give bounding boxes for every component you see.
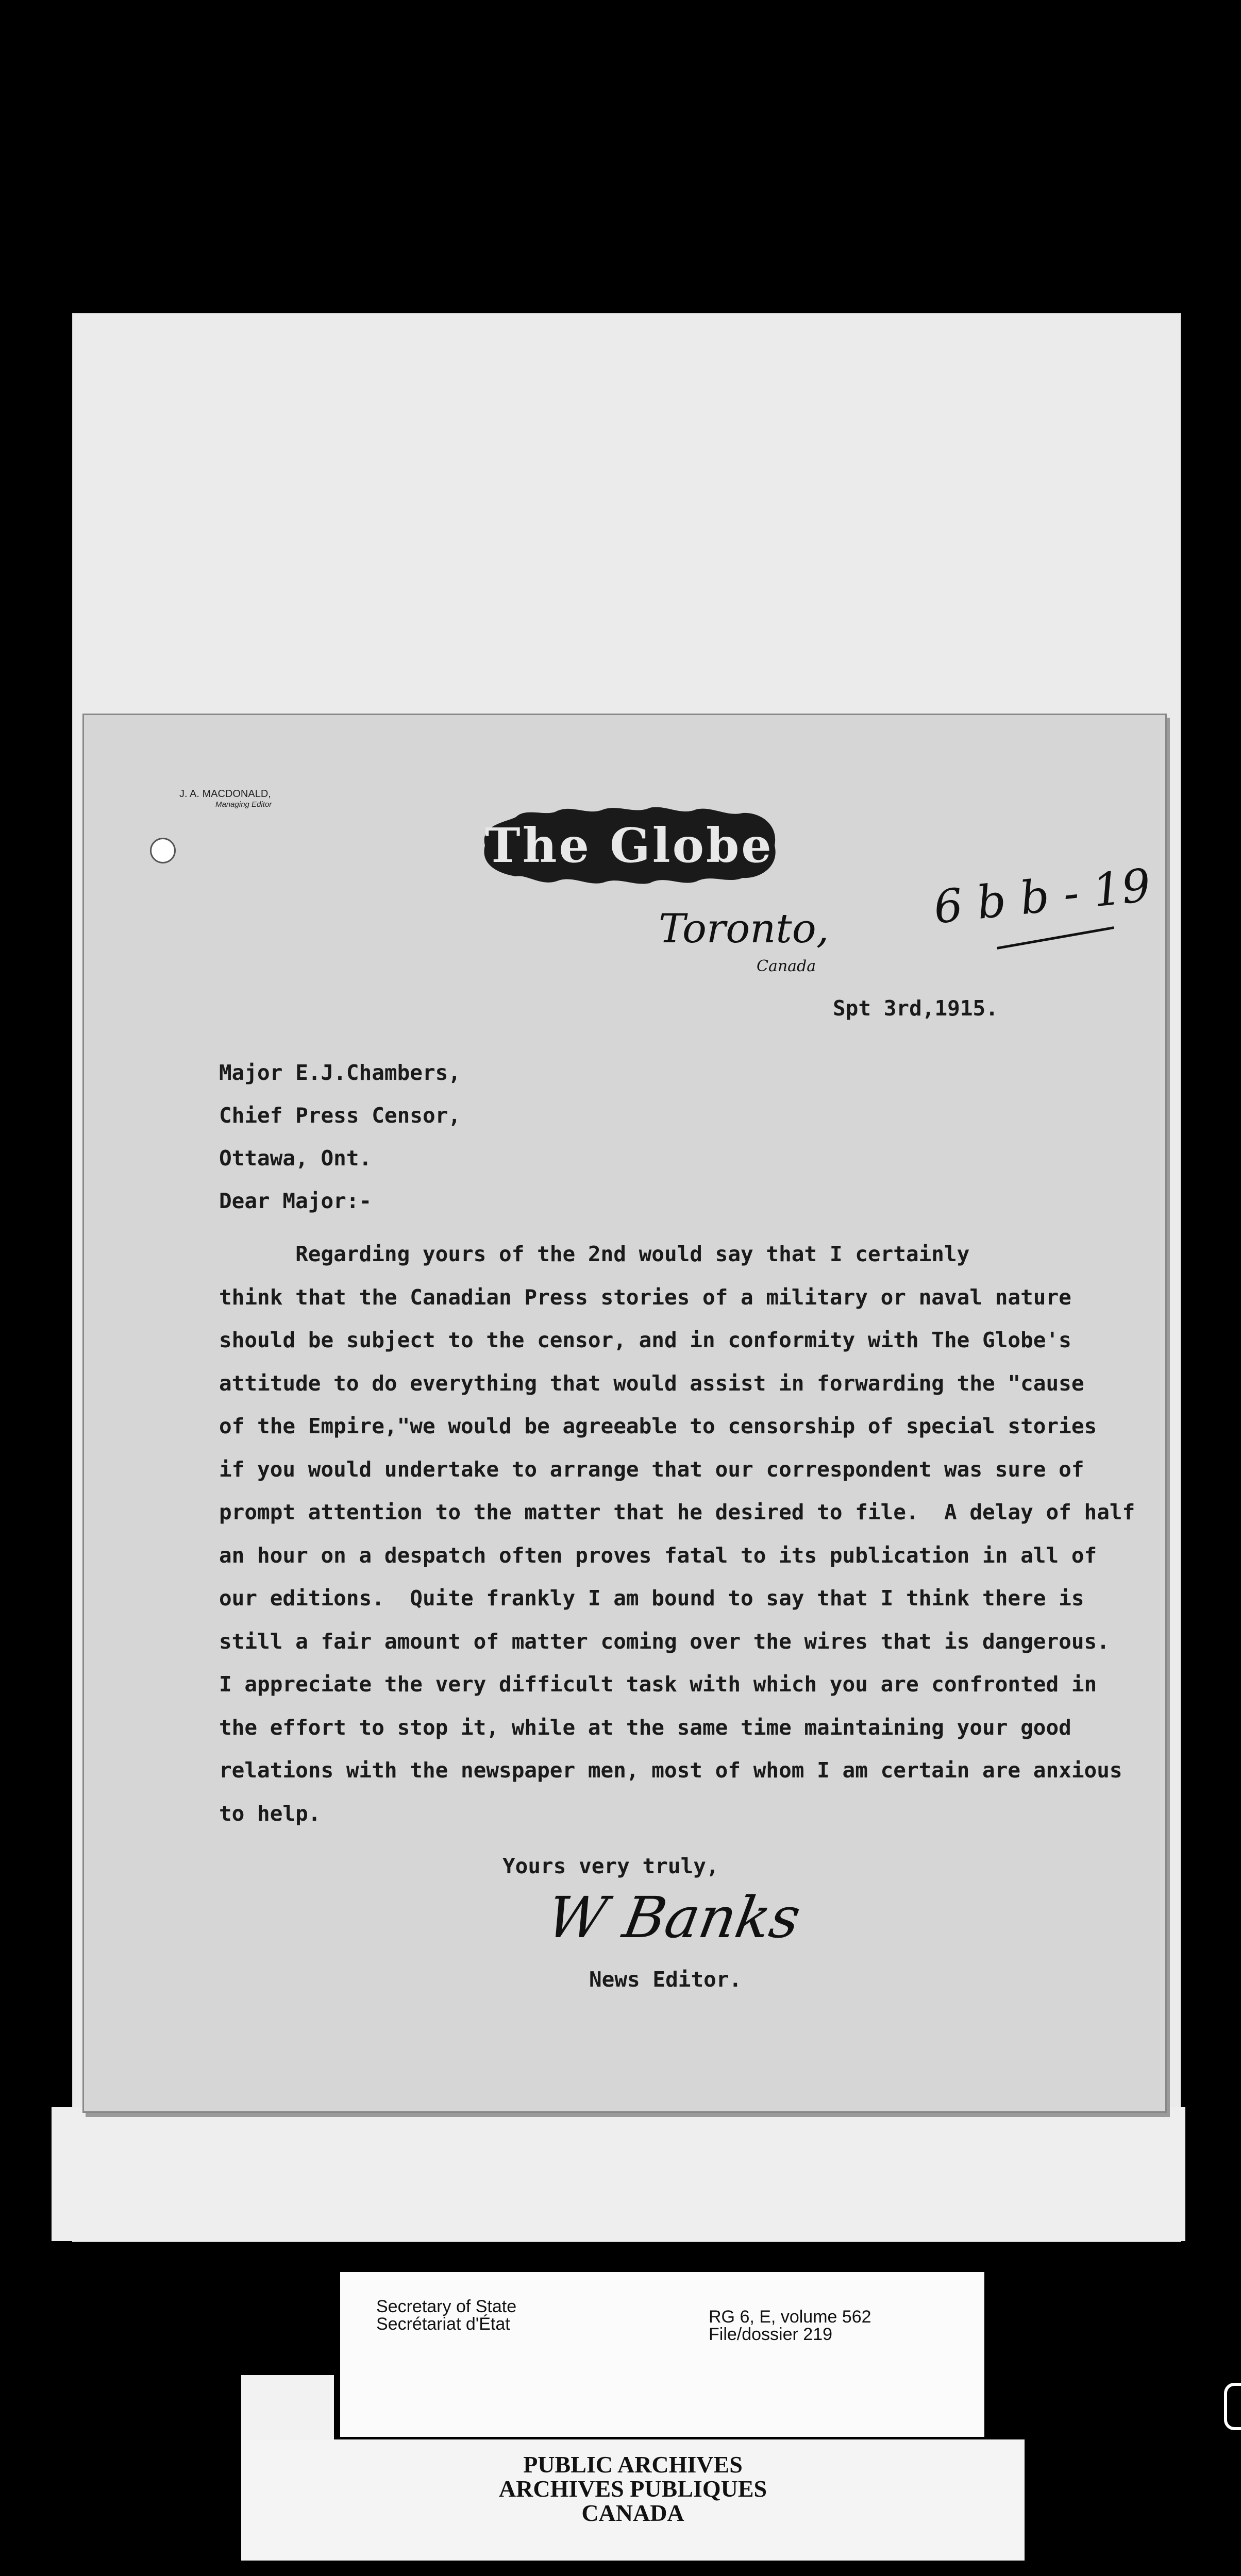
editor-name: J. A. MACDONALD, [179, 788, 271, 800]
punch-hole [150, 838, 176, 863]
archive-reference-label [340, 2272, 984, 2437]
department-name: Secretary of State Secrétariat d'État [376, 2297, 517, 2334]
scan-edge-mark [1224, 2383, 1241, 2430]
archive-stamp-line-2: ARCHIVES PUBLIQUES [498, 2476, 767, 2502]
letterhead-editor [179, 788, 272, 809]
file-reference: RG 6, E, volume 562 File/dossier 219 [709, 2307, 871, 2344]
signer-title: News Editor. [589, 1967, 742, 1992]
archive-stamp [241, 2439, 1025, 2561]
letter-body: Regarding yours of the 2nd would say that I certainly think that the Canadian Press stories of a military or naval nature should be subject to the censor, and in conformity with The Globe's attitude to do everything that would assist in forwarding the "cause of the Empire,"we would be agreeable to censorship of special stories if you would undertake to arrange that our correspondent was sure of prompt attention to the matter that he desired to file. A delay of half an hour on a despatch often proves fatal to its publication in all of our editions. Quite frankly I am bound to say that I think there is still a fair amount of matter coming over the wires that is dangerous. I appreciate the very difficult task with which you are confronted in the effort to stop it, while at the same time maintaining your good relations with the newspaper men, most of whom I am certain are anxious to help. [219, 1242, 1135, 1826]
archive-stamp-line-3: CANADA [581, 2500, 684, 2526]
addressee-name: Major E.J.Chambers, [219, 1060, 461, 1085]
complimentary-close: Yours very truly, [502, 1854, 719, 1878]
archive-stamp-line-1: PUBLIC ARCHIVES [523, 2451, 743, 2478]
masthead-title: The Globe [485, 818, 774, 873]
salutation: Dear Major:- [219, 1189, 372, 1213]
editor-title: Managing Editor [215, 800, 272, 809]
file-number-annotation: 6 b b - 19 [931, 858, 1153, 934]
handwritten-signature: W Banks [542, 1885, 806, 1951]
addressee-location: Ottawa, Ont. [219, 1146, 372, 1171]
letterhead-country: Canada [757, 957, 816, 975]
mounting-sheet-lower [52, 2107, 1185, 2241]
masthead-logo [475, 802, 784, 889]
letter-date: Spt 3rd,1915. [833, 996, 998, 1021]
annotation-underline [997, 926, 1114, 950]
addressee-title: Chief Press Censor, [219, 1103, 461, 1128]
letterhead-city: Toronto, [659, 906, 829, 952]
letter-page [82, 714, 1167, 2113]
